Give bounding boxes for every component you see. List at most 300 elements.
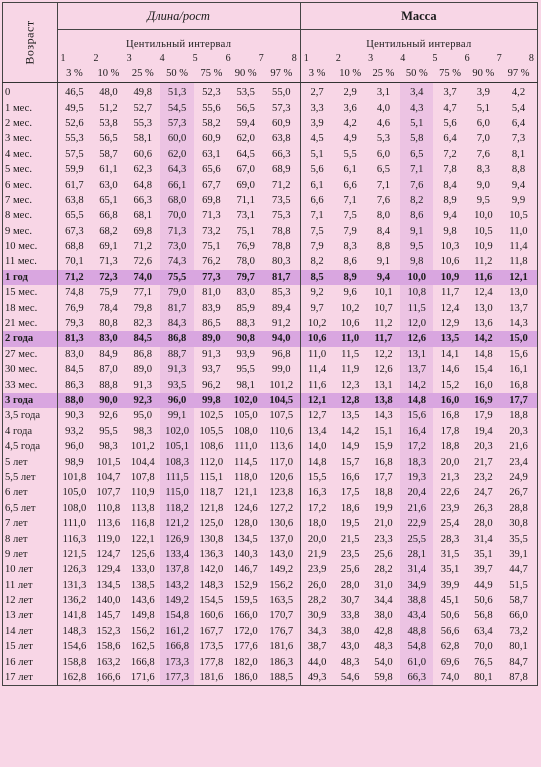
mass-value-cell: 10,2 <box>340 302 360 314</box>
length-value-cell: 71,1 <box>236 194 255 206</box>
mass-value-cell: 48,3 <box>340 656 360 668</box>
length-value-cell: 95,0 <box>133 410 153 422</box>
length-value-cell: 121,1 <box>233 487 258 499</box>
mass-value-cell: 31,5 <box>440 548 460 560</box>
length-value-cell: 70,0 <box>160 208 194 223</box>
mass-value-cell: 14,0 <box>300 439 333 454</box>
mass-value-cell: 11,0 <box>500 224 538 239</box>
length-value-cell: 88,8 <box>99 379 118 391</box>
length-value-cell: 105,0 <box>62 487 87 499</box>
mass-value-cell: 23,4 <box>500 454 538 469</box>
length-value-cell: 75,1 <box>202 241 221 253</box>
length-value-cell: 158,8 <box>62 656 87 668</box>
length-value-cell: 46,5 <box>65 87 84 99</box>
table-row <box>3 300 538 315</box>
length-value-cell: 78,8 <box>272 241 291 253</box>
mass-value-cell: 7,6 <box>376 194 391 206</box>
mass-value-cell: 7,5 <box>343 210 357 222</box>
length-value-cell: 76,2 <box>202 256 221 268</box>
mass-value-cell: 6,5 <box>376 164 391 176</box>
length-percentile-header: 90 % <box>229 64 263 83</box>
interval-number: 1 <box>303 53 309 64</box>
length-value-cell: 167,7 <box>199 625 224 637</box>
age-cell: 2 года <box>3 331 58 346</box>
length-value-cell: 143,6 <box>130 595 155 607</box>
mass-value-cell: 17,7 <box>500 393 538 408</box>
mass-value-cell: 5,4 <box>500 100 538 115</box>
length-value-cell: 120,6 <box>269 471 294 483</box>
length-value-cell: 55,3 <box>65 133 84 145</box>
age-cell: 16 лет <box>3 654 58 669</box>
length-value-cell: 86,8 <box>160 331 194 346</box>
length-value-cell: 115,0 <box>160 485 194 500</box>
mass-value-cell: 62,8 <box>440 641 460 653</box>
mass-value-cell: 15,6 <box>500 347 538 362</box>
mass-value-cell: 19,9 <box>374 502 393 514</box>
table-row <box>3 531 538 546</box>
mass-value-cell: 5,1 <box>400 116 433 131</box>
length-value-cell: 138,5 <box>130 579 155 591</box>
length-value-cell: 73,5 <box>272 194 291 206</box>
table-row <box>3 624 538 639</box>
table-row <box>3 562 538 577</box>
length-value-cell: 85,9 <box>236 302 255 314</box>
age-column-header <box>3 3 58 83</box>
mass-value-cell: 4,2 <box>500 83 538 101</box>
length-value-cell: 68,8 <box>65 241 84 253</box>
length-value-cell: 154,8 <box>160 608 194 623</box>
table-body <box>3 83 538 686</box>
mass-value-cell: 17,8 <box>440 425 460 437</box>
mass-value-cell: 26,0 <box>300 578 333 593</box>
mass-value-cell: 21,9 <box>300 547 333 562</box>
length-value-cell: 122,1 <box>130 533 155 545</box>
length-value-cell: 173,3 <box>160 654 194 669</box>
length-value-cell: 58,7 <box>99 148 118 160</box>
length-value-cell: 107,5 <box>269 410 294 422</box>
mass-value-cell: 20,0 <box>300 531 333 546</box>
mass-value-cell: 17,9 <box>474 410 493 422</box>
mass-value-cell: 11,7 <box>440 287 460 299</box>
age-cell: 6,5 лет <box>3 501 58 516</box>
age-cell: 0 <box>3 83 58 101</box>
mass-value-cell: 6,0 <box>376 148 391 160</box>
age-cell: 10 мес. <box>3 239 58 254</box>
length-value-cell: 75,9 <box>99 287 118 299</box>
table-row <box>3 439 538 454</box>
interval-number: 1 <box>60 53 66 64</box>
age-cell: 8 мес. <box>3 208 58 223</box>
table-row <box>3 224 538 239</box>
mass-value-cell: 9,8 <box>443 225 457 237</box>
mass-value-cell: 43,0 <box>340 641 360 653</box>
length-value-cell: 85,3 <box>272 287 291 299</box>
mass-value-cell: 4,5 <box>300 131 333 146</box>
mass-value-cell: 9,5 <box>400 239 433 254</box>
length-value-cell: 65,5 <box>65 210 84 222</box>
length-value-cell: 146,7 <box>233 564 258 576</box>
length-value-cell: 134,5 <box>96 579 121 591</box>
length-value-cell: 64,8 <box>133 179 153 191</box>
length-value-cell: 73,2 <box>202 225 221 237</box>
length-value-cell: 129,4 <box>96 564 121 576</box>
length-value-cell: 63,0 <box>99 179 118 191</box>
length-value-cell: 127,2 <box>269 502 294 514</box>
age-cell: 18 мес. <box>3 300 58 315</box>
length-value-cell: 110,6 <box>269 425 294 437</box>
length-value-cell: 152,9 <box>233 579 258 591</box>
length-value-cell: 149,2 <box>160 593 194 608</box>
length-value-cell: 158,6 <box>96 641 121 653</box>
length-value-cell: 161,2 <box>160 624 194 639</box>
mass-value-cell: 16,8 <box>374 456 393 468</box>
mass-value-cell: 10,8 <box>400 285 433 300</box>
length-value-cell: 98,3 <box>99 441 118 453</box>
length-value-cell: 140,0 <box>96 595 121 607</box>
length-value-cell: 57,3 <box>160 116 194 131</box>
table-row <box>3 285 538 300</box>
table-row <box>3 147 538 162</box>
length-percentile-header: 97 % <box>263 64 300 83</box>
length-value-cell: 162,5 <box>130 641 155 653</box>
length-value-cell: 71,2 <box>272 179 291 191</box>
table-row <box>3 162 538 177</box>
length-value-cell: 57,3 <box>272 102 291 114</box>
length-value-cell: 121,2 <box>160 516 194 531</box>
mass-value-cell: 3,6 <box>343 102 357 114</box>
mass-value-cell: 4,2 <box>343 117 357 129</box>
mass-percentile-header: 97 % <box>500 64 538 83</box>
table-row <box>3 578 538 593</box>
mass-value-cell: 16,3 <box>300 485 333 500</box>
age-cell: 1 год <box>3 270 58 285</box>
mass-value-cell: 13,1 <box>400 347 433 362</box>
mass-value-cell: 12,8 <box>334 393 367 408</box>
table-row <box>3 408 538 423</box>
length-value-cell: 60,6 <box>133 148 153 160</box>
table-row <box>3 547 538 562</box>
mass-value-cell: 10,0 <box>474 210 493 222</box>
length-value-cell: 136,3 <box>199 548 224 560</box>
mass-value-cell: 44,7 <box>500 562 538 577</box>
mass-value-cell: 25,5 <box>400 531 433 546</box>
length-value-cell: 60,0 <box>160 131 194 146</box>
length-value-cell: 113,8 <box>131 502 155 514</box>
table-row <box>3 239 538 254</box>
mass-value-cell: 42,8 <box>374 625 393 637</box>
mass-value-cell: 15,0 <box>500 331 538 346</box>
mass-value-cell: 6,6 <box>343 179 357 191</box>
mass-value-cell: 59,8 <box>367 670 400 686</box>
length-percentile-header: 75 % <box>194 64 228 83</box>
length-value-cell: 81,7 <box>263 270 300 285</box>
length-value-cell: 104,7 <box>96 471 121 483</box>
mass-value-cell: 9,2 <box>300 285 333 300</box>
mass-value-cell: 16,4 <box>400 424 433 439</box>
mass-value-cell: 49,3 <box>300 670 333 686</box>
length-value-cell: 61,1 <box>99 164 118 176</box>
interval-number: 3 <box>126 53 132 64</box>
length-value-cell: 140,3 <box>233 548 258 560</box>
mass-value-cell: 45,1 <box>440 595 460 607</box>
mass-value-cell: 7,6 <box>400 177 433 192</box>
mass-value-cell: 12,1 <box>500 270 538 285</box>
mass-value-cell: 16,0 <box>474 379 493 391</box>
mass-value-cell: 74,0 <box>433 670 466 686</box>
mass-value-cell: 25,6 <box>340 564 360 576</box>
centile-table <box>2 2 538 686</box>
age-cell: 5 лет <box>3 454 58 469</box>
mass-value-cell: 11,5 <box>400 300 433 315</box>
length-value-cell: 66,3 <box>133 194 153 206</box>
mass-value-cell: 34,4 <box>374 595 393 607</box>
table-row <box>3 193 538 208</box>
mass-value-cell: 80,1 <box>467 670 500 686</box>
mass-value-cell: 7,8 <box>443 164 457 176</box>
mass-value-cell: 11,6 <box>467 270 500 285</box>
age-cell: 4 мес. <box>3 147 58 162</box>
length-value-cell: 82,3 <box>133 318 153 330</box>
length-value-cell: 118,2 <box>160 501 194 516</box>
mass-value-cell: 9,0 <box>476 179 490 191</box>
mass-value-cell: 21,3 <box>440 471 460 483</box>
age-cell: 9 мес. <box>3 224 58 239</box>
length-value-cell: 92,3 <box>126 393 160 408</box>
length-value-cell: 63,8 <box>272 133 291 145</box>
mass-value-cell: 39,7 <box>474 564 493 576</box>
length-value-cell: 119,0 <box>96 533 121 545</box>
length-value-cell: 173,5 <box>199 641 224 653</box>
mass-value-cell: 87,8 <box>500 670 538 686</box>
length-value-cell: 65,6 <box>202 164 221 176</box>
mass-value-cell: 19,4 <box>474 425 493 437</box>
interval-number: 4 <box>159 53 165 64</box>
length-value-cell: 166,8 <box>130 656 155 668</box>
length-value-cell: 88,3 <box>236 318 255 330</box>
mass-value-cell: 23,9 <box>300 562 333 577</box>
mass-value-cell: 34,3 <box>300 624 333 639</box>
mass-value-cell: 7,5 <box>300 224 333 239</box>
mass-value-cell: 50,6 <box>474 595 493 607</box>
mass-value-cell: 9,6 <box>343 287 357 299</box>
length-value-cell: 149,2 <box>269 564 294 576</box>
table-row <box>3 377 538 392</box>
length-value-cell: 91,2 <box>272 318 291 330</box>
mass-value-cell: 8,8 <box>500 162 538 177</box>
mass-value-cell: 38,7 <box>300 639 333 654</box>
length-value-cell: 148,3 <box>62 625 87 637</box>
mass-value-cell: 15,2 <box>440 379 460 391</box>
length-value-cell: 163,2 <box>96 656 121 668</box>
length-value-cell: 123,8 <box>269 487 294 499</box>
mass-value-cell: 16,6 <box>340 471 360 483</box>
length-value-cell: 111,0 <box>62 518 86 530</box>
length-value-cell: 112,0 <box>199 456 224 468</box>
mass-value-cell: 22,9 <box>400 516 433 531</box>
length-percentile-header: 10 % <box>91 64 125 83</box>
mass-value-cell: 8,6 <box>400 208 433 223</box>
mass-value-cell: 14,3 <box>500 316 538 331</box>
mass-value-cell: 13,7 <box>400 362 433 377</box>
mass-value-cell: 8,9 <box>334 270 367 285</box>
length-value-cell: 81,0 <box>202 287 221 299</box>
mass-value-cell: 11,5 <box>341 348 360 360</box>
length-value-cell: 55,0 <box>272 87 291 99</box>
table-row <box>3 131 538 146</box>
mass-value-cell: 16,8 <box>440 410 460 422</box>
length-value-cell: 91,3 <box>160 362 194 377</box>
mass-value-cell: 6,4 <box>500 116 538 131</box>
mass-value-cell: 9,5 <box>476 194 490 206</box>
age-cell: 6 лет <box>3 485 58 500</box>
mass-value-cell: 12,3 <box>340 379 360 391</box>
length-group-title: Длина/рост <box>57 3 300 30</box>
length-value-cell: 113,6 <box>269 441 294 453</box>
age-cell: 9 лет <box>3 547 58 562</box>
mass-value-cell: 16,1 <box>500 362 538 377</box>
length-value-cell: 52,6 <box>65 117 84 129</box>
mass-value-cell: 5,6 <box>300 162 333 177</box>
mass-value-cell: 14,3 <box>374 410 393 422</box>
age-cell: 10 лет <box>3 562 58 577</box>
mass-value-cell: 8,9 <box>443 194 457 206</box>
table-row <box>3 654 538 669</box>
length-value-cell: 56,5 <box>99 133 118 145</box>
length-value-cell: 156,2 <box>130 625 155 637</box>
length-value-cell: 125,6 <box>130 548 155 560</box>
mass-percentile-header: 3 % <box>300 64 333 83</box>
age-cell: 7 мес. <box>3 193 58 208</box>
table-row <box>3 362 538 377</box>
length-value-cell: 69,8 <box>202 194 221 206</box>
length-value-cell: 110,9 <box>131 487 155 499</box>
length-value-cell: 63,1 <box>202 148 221 160</box>
length-value-cell: 59,9 <box>65 164 84 176</box>
length-value-cell: 67,3 <box>65 225 84 237</box>
mass-value-cell: 10,6 <box>340 318 360 330</box>
mass-value-cell: 54,6 <box>334 670 367 686</box>
mass-value-cell: 19,3 <box>400 470 433 485</box>
length-value-cell: 133,4 <box>160 547 194 562</box>
age-cell: 30 мес. <box>3 362 58 377</box>
length-value-cell: 71,3 <box>202 210 221 222</box>
mass-value-cell: 15,9 <box>374 441 393 453</box>
age-header-label: Возраст <box>22 20 37 65</box>
mass-value-cell: 7,1 <box>376 179 391 191</box>
mass-value-cell: 6,1 <box>300 177 333 192</box>
mass-value-cell: 13,5 <box>433 331 466 346</box>
length-value-cell: 84,5 <box>65 364 84 376</box>
length-value-cell: 53,8 <box>99 117 118 129</box>
mass-value-cell: 8,2 <box>300 254 333 269</box>
mass-value-cell: 12,1 <box>300 393 333 408</box>
length-value-cell: 62,0 <box>236 133 255 145</box>
age-cell: 17 лет <box>3 670 58 686</box>
length-value-cell: 89,4 <box>272 302 291 314</box>
mass-value-cell: 8,6 <box>343 256 357 268</box>
age-cell: 12 лет <box>3 593 58 608</box>
mass-value-cell: 15,7 <box>340 456 360 468</box>
mass-percentile-header: 75 % <box>433 64 466 83</box>
length-value-cell: 182,0 <box>233 656 258 668</box>
length-value-cell: 177,3 <box>160 670 194 686</box>
length-value-cell: 73,0 <box>160 239 194 254</box>
length-value-cell: 81,3 <box>57 331 91 346</box>
length-value-cell: 149,8 <box>130 610 155 622</box>
length-value-cell: 143,2 <box>160 578 194 593</box>
mass-value-cell: 63,4 <box>474 625 493 637</box>
mass-value-cell: 18,8 <box>440 441 460 453</box>
mass-value-cell: 12,6 <box>374 364 393 376</box>
length-value-cell: 58,2 <box>202 117 221 129</box>
mass-value-cell: 12,0 <box>400 316 433 331</box>
mass-value-cell: 54,0 <box>374 656 393 668</box>
length-value-cell: 131,3 <box>62 579 87 591</box>
interval-number: 6 <box>225 53 231 64</box>
mass-value-cell: 15,1 <box>374 425 393 437</box>
length-value-cell: 98,9 <box>65 456 84 468</box>
mass-value-cell: 11,2 <box>374 318 393 330</box>
mass-value-cell: 4,0 <box>376 102 391 114</box>
mass-value-cell: 8,3 <box>476 164 490 176</box>
length-value-cell: 74,8 <box>65 287 84 299</box>
length-value-cell: 163,5 <box>269 595 294 607</box>
mass-value-cell: 6,5 <box>400 147 433 162</box>
length-value-cell: 105,5 <box>199 425 224 437</box>
mass-value-cell: 3,3 <box>300 100 333 115</box>
length-value-cell: 49,5 <box>65 102 84 114</box>
length-value-cell: 88,7 <box>160 347 194 362</box>
length-value-cell: 74,0 <box>126 270 160 285</box>
mass-value-cell: 12,4 <box>440 302 460 314</box>
mass-value-cell: 9,4 <box>443 210 457 222</box>
mass-interval-label: Центильный интервал <box>300 30 537 51</box>
length-value-cell: 101,2 <box>269 379 294 391</box>
length-value-cell: 89,0 <box>194 331 228 346</box>
length-value-cell: 137,8 <box>160 562 194 577</box>
length-value-cell: 71,2 <box>133 241 153 253</box>
mass-value-cell: 9,1 <box>376 256 391 268</box>
mass-value-cell: 21,7 <box>474 456 493 468</box>
mass-value-cell: 66,0 <box>500 608 538 623</box>
length-value-cell: 107,7 <box>96 487 121 499</box>
length-value-cell: 105,0 <box>233 410 258 422</box>
mass-value-cell: 14,8 <box>400 393 433 408</box>
mass-value-cell: 17,2 <box>400 439 433 454</box>
length-value-cell: 52,7 <box>133 102 153 114</box>
length-value-cell: 64,5 <box>236 148 255 160</box>
mass-value-cell: 44,0 <box>300 654 333 669</box>
length-value-cell: 130,6 <box>269 518 294 530</box>
length-value-cell: 111,0 <box>234 441 258 453</box>
interval-number: 5 <box>432 53 438 64</box>
mass-value-cell: 31,0 <box>374 579 393 591</box>
age-cell: 2 мес. <box>3 116 58 131</box>
table-row <box>3 270 538 285</box>
mass-value-cell: 8,4 <box>443 179 457 191</box>
mass-value-cell: 4,6 <box>376 117 391 129</box>
length-value-cell: 91,3 <box>202 348 221 360</box>
table-row <box>3 347 538 362</box>
table-row <box>3 116 538 131</box>
mass-value-cell: 3,1 <box>376 87 391 99</box>
mass-value-cell: 12,7 <box>300 408 333 423</box>
mass-value-cell: 5,5 <box>343 148 357 160</box>
mass-value-cell: 10,7 <box>374 302 393 314</box>
length-value-cell: 72,3 <box>91 270 125 285</box>
mass-value-cell: 24,7 <box>474 487 493 499</box>
length-value-cell: 83,0 <box>65 348 84 360</box>
